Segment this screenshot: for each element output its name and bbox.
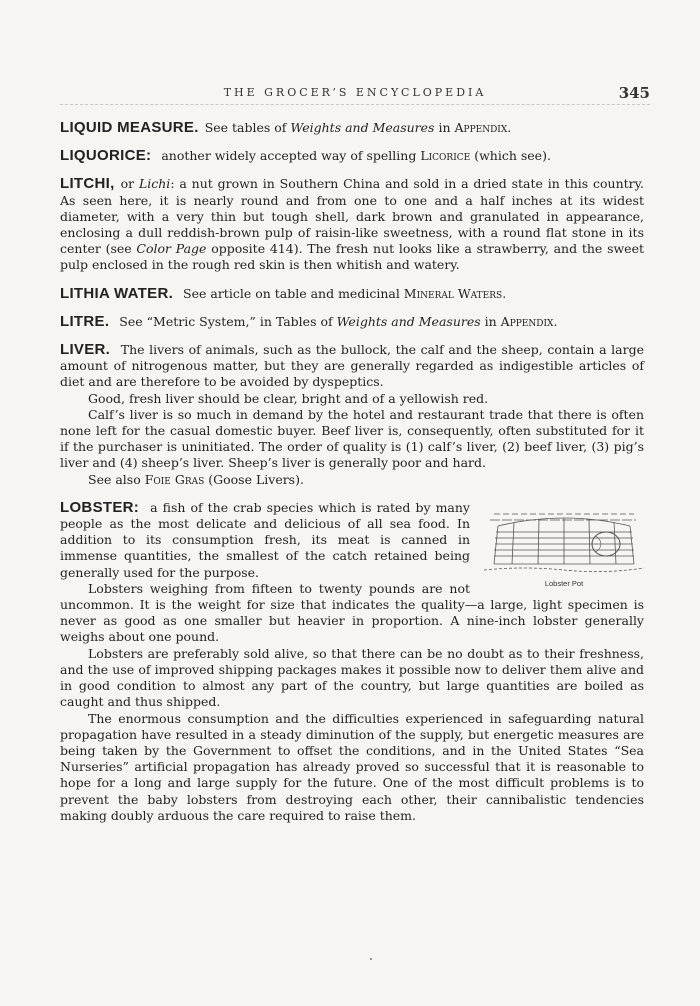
headword: LITRE. (60, 312, 110, 330)
entry-text: . (502, 285, 507, 301)
headword: LITCHI, (60, 175, 115, 193)
lobster-pot-figure (484, 506, 644, 588)
entry-text: (which see). (470, 148, 551, 164)
entry-text: a fish of the crab species which is rated by many people as the most delicate and delicious of all sea food. In addition to its consumption fresh, its meat is canned in immense quantities, the smallest of the catch retained being generally used for the purpose. (60, 499, 470, 580)
running-header (60, 86, 650, 106)
page-mark (370, 958, 372, 960)
alternate-spelling: Lichi (138, 176, 171, 192)
paragraph: Calf’s liver is so much in demand by the hotel and restaurant trade that there is often none left for the casual domestic buyer. Beef liver is, consequently, often substituted for it if the purchaser is uninitiated. The order of quality is (1) calf’s liver, (2) beef liver, (3) pig’s liver and (4) sheep’s liver. Sheep’s liver is generally poor and hard. (60, 406, 644, 471)
figure-caption: Lobster Pot (544, 578, 584, 588)
entry-text: See article on table and medicinal (183, 285, 404, 301)
running-title: THE GROCER’S ENCYCLOPEDIA (223, 86, 487, 99)
cross-reference: Foie Gras (144, 471, 205, 487)
entry-text: See also (88, 471, 145, 487)
entry-litre (60, 314, 644, 330)
entry-lobster (60, 500, 644, 824)
cross-reference: Appendix (454, 120, 508, 135)
cross-reference: Licorice (420, 148, 471, 164)
page-number: 345 (618, 84, 650, 102)
paragraph: Good, fresh liver should be clear, bright and of a yellowish red. (88, 390, 489, 406)
entry-text: in (480, 313, 501, 329)
headword: LIVER. (60, 341, 111, 359)
cross-reference: Color Page (136, 241, 207, 257)
entry-text: : a nut grown in Southern China and sold in a dried state in this country. As seen here, it is nearly round and from one to one and a half inches at its widest diameter, with a very thin but tough shell, dark brown and granulated in appearance, enclosing a dull reddish-brown pulp of raisin-like sweetness, with a round flat stone in its center (see (60, 176, 645, 257)
entry-text: or (120, 176, 139, 192)
entry-text: in (434, 120, 455, 135)
entry-litchi (60, 176, 644, 273)
entry-liquid-measure (60, 120, 644, 136)
cross-reference: Appendix (500, 313, 554, 329)
paragraph (60, 472, 644, 488)
headword: LITHIA WATER. (60, 284, 174, 302)
entry-liver (60, 342, 644, 488)
paragraph: The enormous consumption and the difficulties experienced in safeguarding natural propagation have resulted in a steady diminution of the supply, but energetic measures are being taken by the Government to offset the conditions, and in the United States “Sea Nurseries” artificial propagation has already proved so successful that it is reasonable to hope for a long and large supply for the future. One of the most difficult problems is to prevent the baby lobsters from destroying each other, their cannibalistic tendencies making doubly arduous the care required to raise them. (60, 710, 644, 823)
entry-text: (Goose Livers). (204, 471, 304, 487)
paragraph: Lobsters are preferably sold alive, so that there can be no doubt as to their freshness, and the use of improved shipping packages makes it possible now to deliver them alive and in good condition to almost any part of the country, but large quantities are boiled as caught and thus shipped. (60, 645, 644, 710)
entries (60, 120, 644, 836)
entry-text: The livers of animals, such as the bullock, the calf and the sheep, contain a large amount of nitrogenous matter, but they are generally regarded as indigestible articles of diet and are therefore to be avoided by dyspeptics. (60, 342, 644, 390)
headword: LIQUID MEASURE. (60, 119, 199, 136)
headword: LIQUORICE: (60, 147, 152, 165)
entry-liquorice (60, 148, 644, 164)
header-rule (60, 104, 650, 105)
paragraph (60, 342, 644, 391)
entry-text: See “Metric System,” in Tables of (119, 313, 337, 329)
lobster-pot-illustration (484, 506, 644, 574)
entry-text: opposite 414). The fresh nut looks like a strawberry, and the sweet pulp enclosed in the rough red skin is then whitish and watery. (60, 241, 645, 273)
cross-reference: Weights and Measures (290, 120, 435, 135)
paragraph: Lobsters weighing from fifteen to twenty pounds are not uncommon. It is the weight for size that indicates the quality—a large, light specimen is never as good as one smaller but heavier in proportion. A nine-inch lobster generally weighs about one pound. (60, 580, 644, 645)
entry-text: . (507, 120, 512, 135)
cross-reference: Weights and Measures (336, 313, 481, 329)
cross-reference: Mineral Waters (403, 285, 503, 301)
entry-text: . (553, 313, 558, 329)
headword: LOBSTER: (60, 498, 140, 516)
entry-text: See tables of (204, 120, 291, 135)
entry-lithia-water (60, 286, 644, 302)
entry-text: another widely accepted way of spelling (161, 148, 421, 164)
